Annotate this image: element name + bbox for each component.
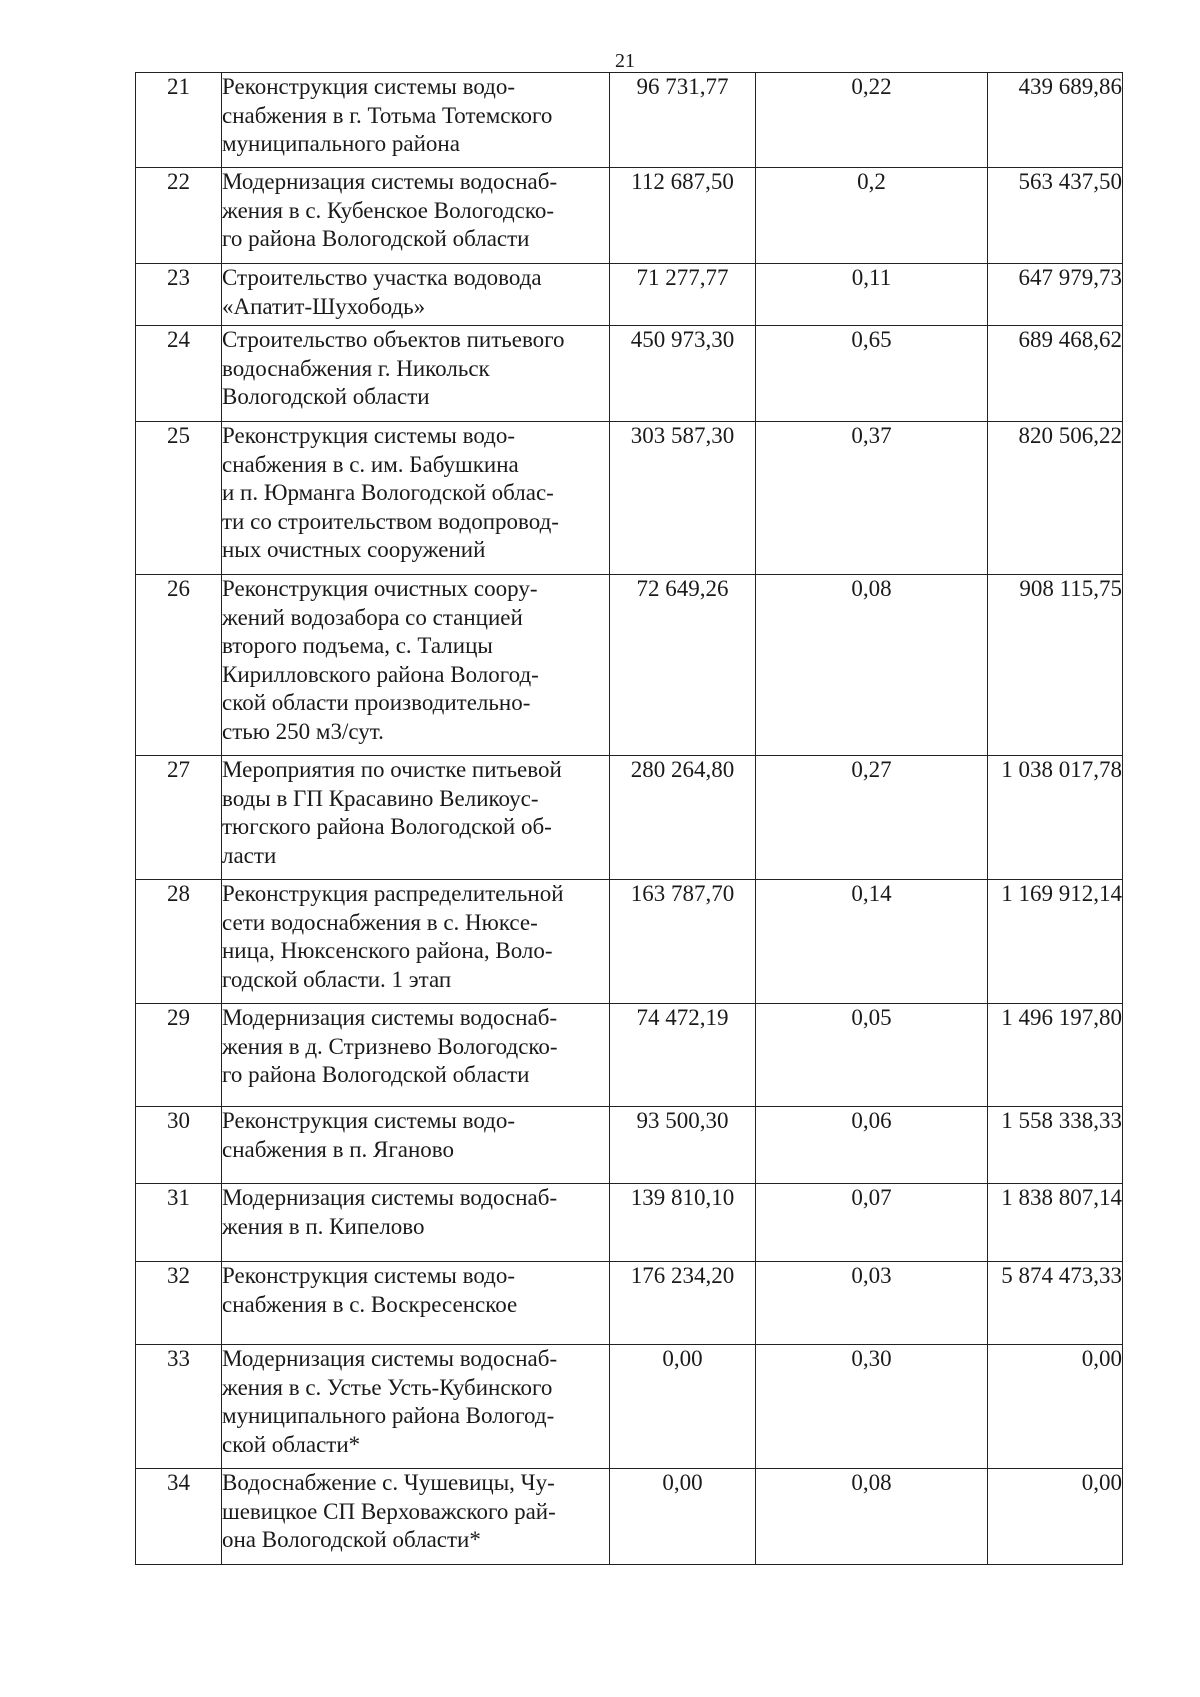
amount-cell: 74 472,19 (610, 1004, 756, 1107)
table-row (136, 880, 1123, 1004)
share-cell: 0,06 (756, 1107, 988, 1184)
project-name-line: снабжения в с. Воскресенское (222, 1291, 518, 1317)
total-cell: 1 838 807,14 (988, 1184, 1123, 1262)
project-name-line: Реконструкция системы водо- (222, 1108, 516, 1133)
project-name-line: ных очистных сооружений (222, 537, 486, 562)
amount-cell: 139 810,10 (610, 1184, 756, 1262)
total-cell: 0,00 (988, 1345, 1123, 1469)
project-name-line: го района Вологодской области (222, 226, 530, 251)
project-name-line: Кирилловского района Вологод- (222, 661, 539, 687)
project-name (222, 326, 610, 422)
project-name (222, 1107, 610, 1184)
project-name-line: снабжения в г. Тотьма Тотемского (222, 102, 553, 128)
project-name-line: жения в д. Стризнево Вологодско- (222, 1033, 558, 1059)
project-name-line: ласти (222, 842, 277, 868)
project-name-line: тюгского района Вологодской об- (222, 814, 552, 839)
page-number: 21 (615, 50, 635, 72)
amount-cell: 0,00 (610, 1469, 756, 1565)
project-name (222, 880, 610, 1004)
total-cell: 647 979,73 (988, 264, 1123, 326)
project-name-line: Модернизация системы водоснаб- (222, 1005, 558, 1030)
total-cell: 1 038 017,78 (988, 756, 1123, 880)
project-name (222, 1184, 610, 1262)
amount-cell: 71 277,77 (610, 264, 756, 326)
share-cell: 0,2 (756, 168, 988, 264)
project-name-line: Реконструкция очистных соору- (222, 576, 538, 601)
project-name-line: ской области* (222, 1431, 361, 1457)
share-cell: 0,05 (756, 1004, 988, 1107)
table-row (136, 1107, 1123, 1184)
table-row (136, 73, 1123, 168)
share-cell: 0,14 (756, 880, 988, 1004)
share-cell: 0,22 (756, 73, 988, 168)
share-cell: 0,08 (756, 1469, 988, 1565)
project-name-line: Модернизация системы водоснаб- (222, 1185, 558, 1210)
project-name-line: воды в ГП Красавино Великоус- (222, 785, 539, 811)
amount-cell: 303 587,30 (610, 422, 756, 575)
row-number: 21 (136, 73, 222, 168)
project-name-line: шевицкое СП Верховажского рай- (222, 1498, 556, 1524)
row-number: 27 (136, 756, 222, 880)
project-name-line: Строительство объектов питьевого (222, 327, 565, 352)
share-cell: 0,37 (756, 422, 988, 575)
table-row (136, 1262, 1123, 1345)
project-name-line: муниципального района (222, 131, 460, 156)
row-number: 31 (136, 1184, 222, 1262)
total-cell: 0,00 (988, 1469, 1123, 1565)
amount-cell: 280 264,80 (610, 756, 756, 880)
amount-cell: 112 687,50 (610, 168, 756, 264)
amount-cell: 93 500,30 (610, 1107, 756, 1184)
project-name-line: муниципального района Вологод- (222, 1403, 555, 1428)
total-cell: 908 115,75 (988, 575, 1123, 756)
project-name (222, 168, 610, 264)
project-name-line: ти со строительством водопровод- (222, 508, 559, 534)
project-name-line: Модернизация системы водоснаб- (222, 1346, 558, 1371)
table-row (136, 1004, 1123, 1107)
project-name-line: стью 250 м3/сут. (222, 718, 384, 744)
project-name (222, 756, 610, 880)
project-name (222, 73, 610, 168)
share-cell: 0,30 (756, 1345, 988, 1469)
project-name-line: жения в п. Кипелово (222, 1213, 425, 1239)
project-name-line: Строительство участка водовода (222, 265, 542, 290)
project-name (222, 422, 610, 575)
project-name-line: она Вологодской области* (222, 1527, 481, 1552)
row-number: 29 (136, 1004, 222, 1107)
project-name (222, 1345, 610, 1469)
project-name-line: ница, Нюксенского района, Воло- (222, 938, 553, 963)
share-cell: 0,03 (756, 1262, 988, 1345)
project-name-line: водоснабжения г. Никольск (222, 355, 490, 381)
row-number: 24 (136, 326, 222, 422)
share-cell: 0,27 (756, 756, 988, 880)
row-number: 26 (136, 575, 222, 756)
project-name-line: жений водозабора со станцией (222, 604, 523, 630)
project-name (222, 1004, 610, 1107)
table-row (136, 1469, 1123, 1565)
project-name-line: Водоснабжение с. Чушевицы, Чу- (222, 1470, 555, 1495)
share-cell: 0,65 (756, 326, 988, 422)
project-name-line: Модернизация системы водоснаб- (222, 169, 558, 194)
table-row (136, 326, 1123, 422)
row-number: 22 (136, 168, 222, 264)
total-cell: 689 468,62 (988, 326, 1123, 422)
total-cell: 439 689,86 (988, 73, 1123, 168)
share-cell: 0,11 (756, 264, 988, 326)
total-cell: 1 558 338,33 (988, 1107, 1123, 1184)
table-row (136, 1345, 1123, 1469)
project-name (222, 264, 610, 326)
project-name-line: жения в с. Устье Усть-Кубинского (222, 1374, 553, 1400)
projects-table (135, 72, 1123, 1565)
amount-cell: 0,00 (610, 1345, 756, 1469)
row-number: 28 (136, 880, 222, 1004)
row-number: 33 (136, 1345, 222, 1469)
amount-cell: 176 234,20 (610, 1262, 756, 1345)
table-row (136, 1184, 1123, 1262)
row-number: 32 (136, 1262, 222, 1345)
amount-cell: 96 731,77 (610, 73, 756, 168)
table-row (136, 756, 1123, 880)
project-name-line: второго подъема, с. Талицы (222, 633, 493, 658)
amount-cell: 72 649,26 (610, 575, 756, 756)
table-row (136, 575, 1123, 756)
project-name-line: и п. Юрманга Вологодской облас- (222, 480, 554, 505)
project-name (222, 1262, 610, 1345)
project-name (222, 575, 610, 756)
share-cell: 0,08 (756, 575, 988, 756)
project-name-line: сети водоснабжения в с. Нюксе- (222, 909, 538, 935)
project-name-line: снабжения в с. им. Бабушкина (222, 451, 519, 477)
total-cell: 563 437,50 (988, 168, 1123, 264)
project-name-line: годской области. 1 этап (222, 966, 452, 992)
total-cell: 5 874 473,33 (988, 1262, 1123, 1345)
total-cell: 1 496 197,80 (988, 1004, 1123, 1107)
project-name-line: Реконструкция системы водо- (222, 1263, 516, 1288)
amount-cell: 450 973,30 (610, 326, 756, 422)
table-row (136, 422, 1123, 575)
project-name-line: Мероприятия по очистке питьевой (222, 757, 562, 782)
table-row (136, 168, 1123, 264)
total-cell: 1 169 912,14 (988, 880, 1123, 1004)
project-name (222, 1469, 610, 1565)
project-name-line: ской области производительно- (222, 690, 531, 715)
project-name-line: Реконструкция распределительной (222, 881, 564, 906)
row-number: 25 (136, 422, 222, 575)
project-name-line: «Апатит-Шухободь» (222, 293, 426, 319)
project-name-line: Реконструкция системы водо- (222, 423, 516, 448)
row-number: 34 (136, 1469, 222, 1565)
row-number: 30 (136, 1107, 222, 1184)
row-number: 23 (136, 264, 222, 326)
project-name-line: жения в с. Кубенское Вологодско- (222, 197, 555, 223)
project-name-line: снабжения в п. Яганово (222, 1136, 455, 1162)
project-name-line: Вологодской области (222, 384, 430, 409)
project-name-line: го района Вологодской области (222, 1062, 530, 1087)
share-cell: 0,07 (756, 1184, 988, 1262)
total-cell: 820 506,22 (988, 422, 1123, 575)
project-name-line: Реконструкция системы водо- (222, 74, 516, 99)
amount-cell: 163 787,70 (610, 880, 756, 1004)
table-row (136, 264, 1123, 326)
